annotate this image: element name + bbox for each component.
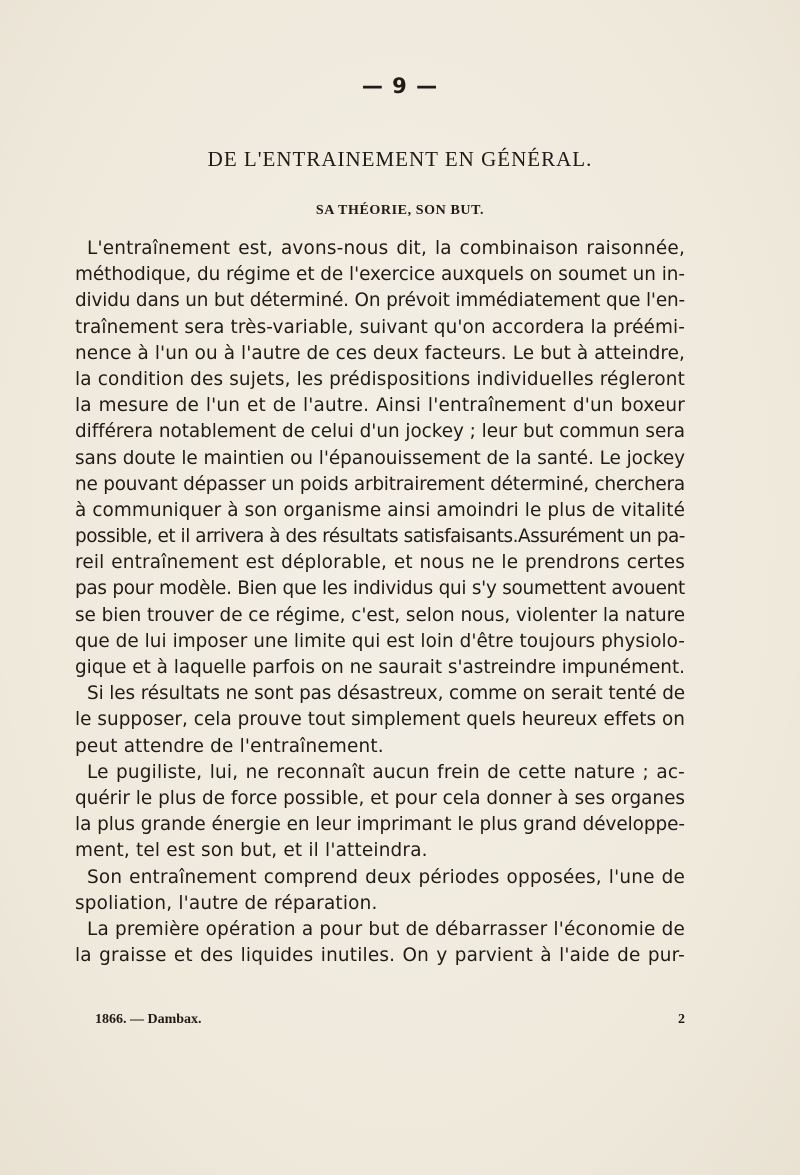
signature-mark: 2 [678, 1012, 685, 1027]
text-line: Son entraînement comprend deux périodes opposées, l'une de [87, 866, 685, 888]
text-line: peut attendre de l'entraînement. [75, 735, 384, 757]
text-line: quérir le plus de force possible, et pour cela donner à ses organes [75, 787, 685, 809]
text-line: Si les résultats ne sont pas désastreux, comme on serait tenté de [87, 683, 685, 705]
text-line: ne pouvant dépasser un poids arbitrairement déterminé, cherchera [75, 473, 685, 495]
text-line: spoliation, l'autre de réparation. [75, 892, 378, 914]
text-line: se bien trouver de ce régime, c'est, selon nous, violenter la nature [75, 604, 685, 626]
text-line: L'entraînement est, avons-nous dit, la combinaison raisonnée, [87, 238, 685, 259]
text-line: traînement sera très-variable, suivant qu'on accordera la préémi- [75, 316, 685, 338]
body-text [75, 236, 685, 969]
page-footer [95, 1012, 685, 1028]
text-line: que de lui imposer une limite qui est loin d'être toujours physiolo- [75, 630, 685, 652]
text-line: la mesure de l'un et de l'autre. Ainsi l'entraînement d'un boxeur [75, 395, 685, 417]
printer-mark: 1866. — Dambax. [95, 1012, 202, 1027]
text-line: Le pugiliste, lui, ne reconnaît aucun frein de cette nature ; ac- [87, 761, 685, 783]
text-line: le supposer, cela prouve tout simplement quels heureux effets on [75, 709, 685, 731]
text-line: pas pour modèle. Bien que les individus qui s'y soumettent avouent [75, 578, 685, 600]
text-line: à communiquer à son organisme ainsi amoindri le plus de vitalité [75, 499, 685, 521]
text-line: nence à l'un ou à l'autre de ces deux facteurs. Le but à atteindre, [75, 342, 685, 364]
text-line: différera notablement de celui d'un jockey ; leur but commun sera [75, 421, 685, 443]
chapter-subtitle: SA THÉORIE, SON BUT. [315, 203, 485, 218]
text-line: la graisse et des liquides inutiles. On y parvient à l'aide de pur- [75, 945, 685, 967]
text-line: La première opération a pour but de débarrasser l'économie de [87, 918, 685, 940]
text-line: possible, et il arrivera à des résultats satisfaisants.Assurément un pa- [75, 526, 685, 548]
text-line: la condition des sujets, les prédispositions individuelles régleront [75, 368, 685, 390]
text-line: dividu dans un but déterminé. On prévoit immédiatement que l'en- [75, 290, 685, 312]
text-line: sans doute le maintien ou l'épanouissement de la santé. Le jockey [75, 447, 685, 469]
text-line: reil entraînement est déplorable, et nous ne le prendrons certes [75, 552, 685, 574]
text-line: gique et à laquelle parfois on ne saurait s'astreindre impunément. [75, 657, 685, 678]
chapter-title: DE L'ENTRAINEMENT EN GÉNÉRAL. [207, 147, 593, 171]
text-line: méthodique, du régime et de l'exercice auxquels on soumet un in- [75, 264, 685, 286]
text-line: ment, tel est son but, et il l'atteindra. [75, 840, 428, 862]
page-number: — 9 — [361, 74, 439, 98]
text-line: la plus grande énergie en leur imprimant le plus grand développe- [75, 814, 686, 836]
